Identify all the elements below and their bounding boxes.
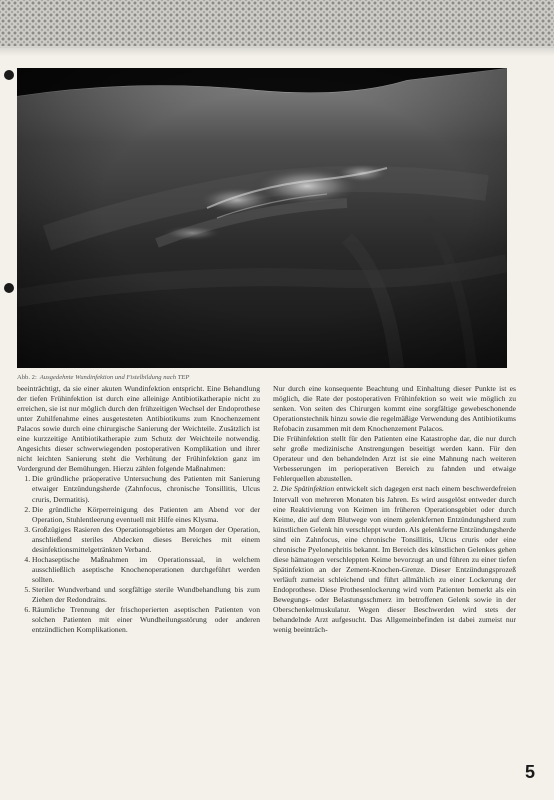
paragraph-frühinfektion-treatment: beeinträchtigt, da sie einer akuten Wundinfektion entspricht. Eine Behandlung der tiefen Frühinfektion ist durch eine alleinige Antibiotikatherapie nicht zu erreichen, sie ist nur möglich durch den frühzeitigen Wechsel der Endoprothese unter Zuhilfenahme eines ausgetesteten Antibiotikums zum Knochenzement Palacos sowie durch eine chirurgische Sanierung der Weichteile. Zusätzlich ist eine kurzzeitige Antibiotikatherapie zum Schutz der Weichteile notwendig. Angesichts dieser schwerwiegenden postoperativen Komplikation und ihrer nicht leichten Sanierung steht die Verhütung der Frühinfektion ganz im Vordergrund der Bemühungen. Hierzu zählen folgende Maßnahmen: [17,384,260,474]
section-body: entwickelt sich dagegen erst nach einem beschwerdefreien Intervall von mehreren Monaten bis Jahren. Es wird ausgelöst entweder durch eine Reaktivierung von Keimen im früheren Operationsgebiet oder durch Keime, die auf dem Blutwege von einem gelenkfernen Entzündungsherd zum künstlichen Gelenk hin verschleppt wurden. Als gelenkferne Entzündungsherde sind ein Zahnfocus, eine chronische Tonsillitis, Ulcus cruris oder eine chronische Pyelonephritis bekannt. Im Bereich des künstlichen Gelenkes gehen diese hämatogen verschleppten Keime bevorzugt an und führen zu einer tiefen Spätinfektion an der Zement-Knochen-Grenze. Dieser Entzündungsprozeß verläuft zumeist schleichend und führt allmählich zu einer Lockerung der Endoprothese. Diese Prothesenlockerung wird vom Patienten bemerkt als ein Bewegungs- oder Belastungsschmerz im betroffenen Gelenk sowie in der Oberschenkelmuskulatur. Wegen dieser Beschwerden wird stets der behandelnde Arzt aufgesucht. Das Allgemeinbefinden ist dabei zumeist nur wenig beeinträch- [273,484,516,635]
paragraph-spätinfektion [273,484,516,635]
text-column-left [17,384,260,786]
figure-caption [17,374,277,381]
figure-caption-label: Abb. 2: [17,374,37,381]
list-item: 5. Steriler Wundverband und sorgfältige sterile Wundbehandlung bis zum Ziehen der Redondrains. [32,585,260,605]
prevention-measures-list [17,474,260,635]
list-item: 4. Hochaseptische Maßnahmen im Operationssaal, in welchem ausschließlich aseptische Knochenoperationen durchgeführt werden sollten. [32,555,260,585]
paragraph-consistent-measures: Nur durch eine konsequente Beachtung und Einhaltung dieser Punkte ist es möglich, die Rate der postoperativen Frühinfektion so weit wie möglich zu senken. Von seiten des Chirurgen kommt eine sorgfältige gewebeschonende Operationstechnik hinzu sowie die regelmäßige Verwendung des Antibiotikums Refobacin zusammen mit dem Knochenzement Palacos. [273,384,516,434]
list-item: 6. Räumliche Trennung der frischoperierten aseptischen Patienten von solchen Patienten mit einer Wundheilungsstörung oder anderen entzündlichen Komplikationen. [32,605,260,635]
punch-hole-middle [4,283,14,293]
wound-infection-photo [17,68,507,368]
figure-caption-text: Ausgedehnte Wundinfektion und Fistelbildung nach TEP [39,374,190,381]
section-number: 2. [273,484,279,494]
text-column-right [273,384,516,786]
list-item: 3. Großzügiges Rasieren des Operationsgebietes am Morgen der Operation, anschließend steriles Abdecken dieses Bereiches mit einem desinfektionsmittelgetränkten Verband. [32,525,260,555]
header-band-fade [0,46,554,56]
page-number: 5 [525,762,536,782]
punch-hole-top [4,70,14,80]
section-term: Die Spätinfektion [280,484,335,494]
paragraph-catastrophe: Die Frühinfektion stellt für den Patienten eine Katastrophe dar, die nur durch sehr große medizinische Anstrengungen beseitigt werden kann. Für den Operateur und den behandelnden Arzt ist sie eine Mahnung nach weiteren Verbesserungen im perioperativen Bereich zu fahnden und etwaige Fehlerquellen abzustellen. [273,434,516,484]
halftone-header-band [0,0,554,48]
list-item: 1. Die gründliche präoperative Untersuchung des Patienten mit Sanierung etwaiger Entzündungsherde (Zahnfocus, chronische Tonsillitis, Ulcus cruris, Dermatitis). [32,474,260,504]
list-item: 2. Die gründliche Körperreinigung des Patienten am Abend vor der Operation, Stuhlentleerung eventuell mit Hilfe eines Klysma. [32,505,260,525]
